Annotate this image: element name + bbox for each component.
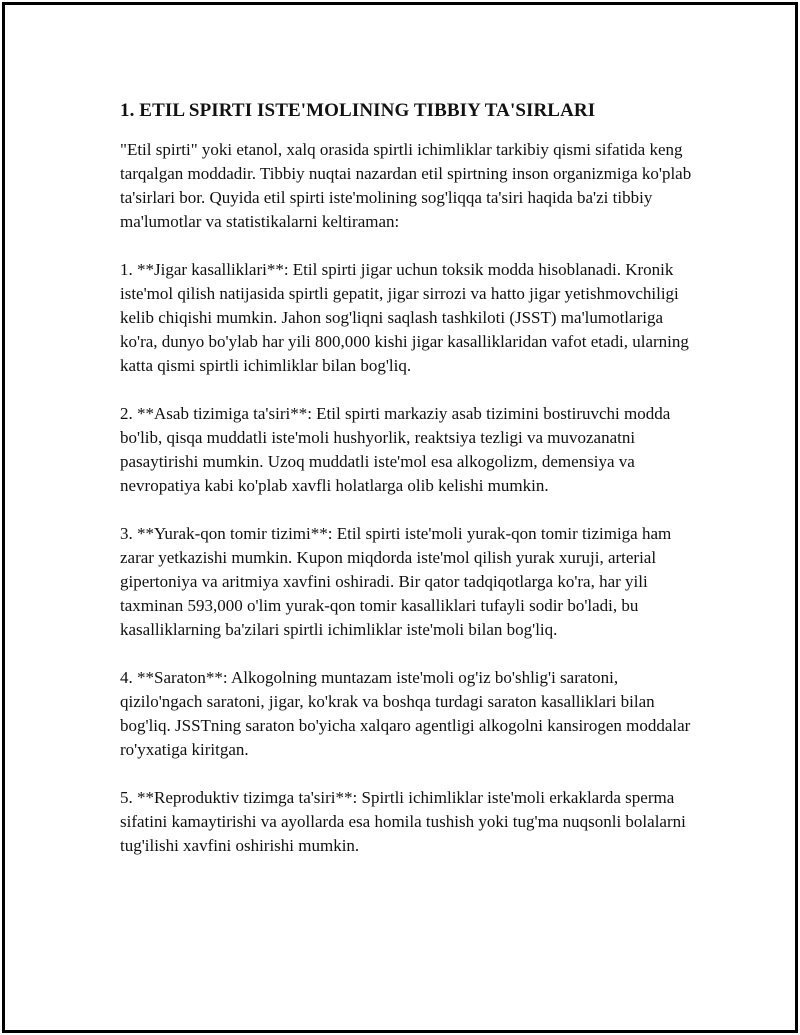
paragraph-cancer: 4. **Saraton**: Alkogolning muntazam iste'moli og'iz bo'shlig'i saratoni, qizilo'ngach saratoni, jigar, ko'krak va boshqa turdagi saraton kasalliklari bilan bog'liq. JSSTning saraton bo'yicha xalqaro agentligi alkogolni kansirogen moddalar ro'yxatiga kiritgan. (120, 668, 691, 759)
document-body (120, 98, 700, 882)
page-frame (2, 2, 798, 1033)
paragraph-cardiovascular: 3. **Yurak-qon tomir tizimi**: Etil spirti iste'moli yurak-qon tomir tizimiga ham zarar yetkazishi mumkin. Kupon miqdorda iste'mol qilish yurak xuruji, arterial gipertoniya va aritmiya xavfini oshiradi. Bir qator tadqiqotlarga ko'ra, har yili taxminan 593,000 o'lim yurak-qon tomir kasalliklari tufayli sodir bo'ladi, bu kasalliklarning ba'zilari spirtli ichimliklar iste'moli bilan bog'liq. (120, 524, 672, 639)
paragraph-nervous-system: 2. **Asab tizimiga ta'siri**: Etil spirti markaziy asab tizimini bostiruvchi modda bo'lib, qisqa muddatli iste'moli hushyorlik, reaktsiya tezligi va muvozanatni pasaytirishi mumkin. Uzoq muddatli iste'mol esa alkogolizm, demensiya va nevropatiya kabi ko'plab xavfli holatlarga olib kelishi mumkin. (120, 404, 671, 495)
intro-paragraph: "Etil spirti" yoki etanol, xalq orasida spirtli ichimliklar tarkibiy qismi sifatida keng tarqalgan moddadir. Tibbiy nuqtai nazardan etil spirtning inson organizmiga ko'plab ta'sirlari bor. Quyida etil spirti iste'molining sog'liqqa ta'siri haqida ba'zi tibbiy ma'lumotlar va statistikalarni keltiraman: (120, 140, 692, 231)
paragraph-reproductive: 5. **Reproduktiv tizimga ta'siri**: Spirtli ichimliklar iste'moli erkaklarda sperma sifatini kamaytirishi va ayollarda esa homila tushish yoki tug'ma nuqsonli bolalarni tug'ilishi xavfini oshirishi mumkin. (120, 788, 686, 855)
document-title: 1. ETIL SPIRTI ISTE'MOLINING TIBBIY TA'SIRLARI (120, 100, 596, 121)
paragraph-liver-diseases: 1. **Jigar kasalliklari**: Etil spirti jigar uchun toksik modda hisoblanadi. Kronik iste'mol qilish natijasida spirtli gepatit, jigar sirrozi va hatto jigar yetishmovchiligi kelib chiqishi mumkin. Jahon sog'liqni saqlash tashkiloti (JSST) ma'lumotlariga ko'ra, dunyo bo'ylab har yili 800,000 kishi jigar kasalliklaridan vafot etadi, ularning katta qismi spirtli ichimliklar bilan bog'liq. (120, 260, 689, 375)
